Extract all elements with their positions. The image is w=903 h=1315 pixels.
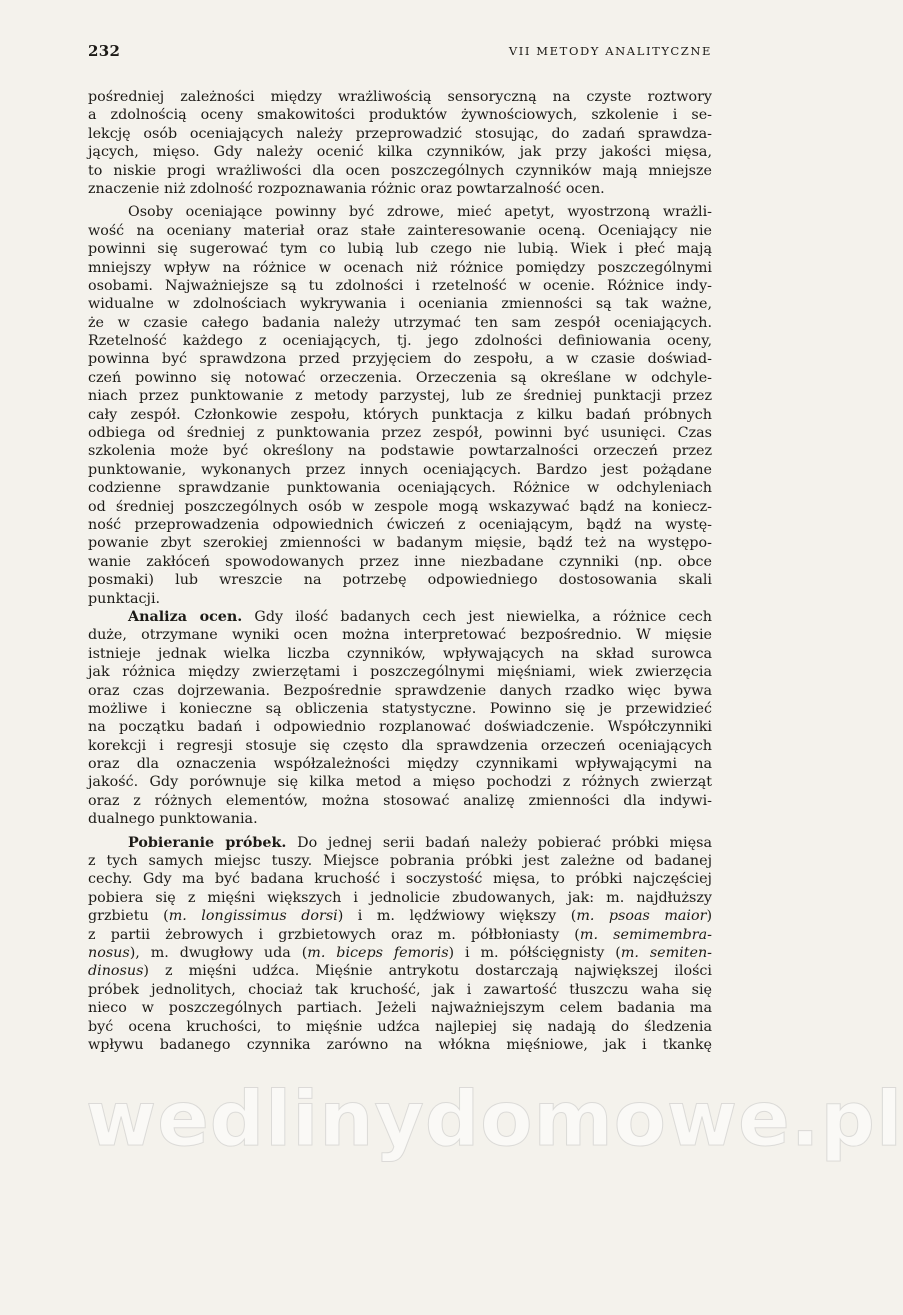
page-number: 232 (88, 42, 121, 60)
text-line: dinosus) z mięśni udźca. Mięśnie antrykotu dostarczają największej ilości (88, 963, 712, 980)
paragraph-pobieranie-probek (88, 834, 712, 1055)
text-line: próbek jednolitych, chociaż tak kruchość, jak i zawartość tłuszczu waha się (88, 981, 712, 998)
running-head: VII METODY ANALITYCZNE (508, 44, 712, 58)
text-line: cechy. Gdy ma być badana kruchość i soczystość mięsa, to próbki najczęściej (88, 871, 712, 888)
text-line: pobiera się z mięśni większych i jednolicie zbudowanych, jak: m. najdłuższy (88, 889, 712, 906)
text-line-content: Do jednej serii badań należy pobierać próbki mięsa (286, 834, 712, 851)
text-line: powinni się sugerować tym co lubią lub czego nie lubią. Wiek i płeć mają (88, 241, 712, 258)
text-line: jak różnica między zwierzętami i poszczególnymi mięśniami, wiek zwierzęcia (88, 664, 712, 681)
section-heading: Pobieranie próbek. (128, 834, 287, 851)
text-line: możliwe i konieczne są obliczenia statystyczne. Powinno się je przewidzieć (88, 700, 712, 717)
text-line: znaczenie niż zdolność rozpoznawania różnic oraz powtarzalność ocen. (88, 180, 605, 197)
body-text (88, 88, 712, 1054)
text-line: powanie zbyt szerokiej zmienności w badanym mięsie, bądź też na występo- (88, 535, 712, 552)
text-line: z partii żebrowych i grzbietowych oraz m. półbłoniasty (m. semimembra- (88, 926, 712, 943)
text-line: od średniej poszczególnych osób w zespole mogą wskazywać bądź na koniecz- (88, 498, 712, 515)
paragraph-1 (88, 88, 712, 198)
text-line: niach przez punktowanie z metody parzystej, lub ze średniej punktacji przez (88, 388, 712, 405)
text-line: wpływu badanego czynnika zarówno na włókna mięśniowe, jak i tkankę (88, 1036, 712, 1053)
text-line: oraz z różnych elementów, można stosować analizę zmienności dla indywi- (88, 792, 712, 809)
text-line: posmaki) lub wreszcie na potrzebę odpowiedniego dostosowania skali (88, 572, 712, 589)
text-line (88, 608, 712, 626)
text-line: Osoby oceniające powinny być zdrowe, mieć apetyt, wyostrzoną wrażli- (128, 204, 712, 221)
text-line: że w czasie całego badania należy utrzymać ten sam zespół oceniających. (88, 314, 712, 331)
text-line: Rzetelność każdego z oceniających, tj. jego zdolności definiowania oceny, (88, 333, 712, 350)
text-line: osobami. Najważniejsze są tu zdolności i rzetelność w ocenie. Różnice indy- (88, 277, 712, 294)
text-line: czeń powinno się notować orzeczenia. Orzeczenia są określane w odchyle- (88, 369, 712, 386)
text-line: powinna być sprawdzona przed przyjęciem do zespołu, a w czasie doświad- (88, 351, 712, 368)
text-line: oraz dla oznaczenia współzależności między czynnikami wpływającymi na (88, 756, 712, 773)
text-line: widualne w zdolnościach wykrywania i oceniania zmienności są tak ważne, (88, 296, 712, 313)
text-line: jakość. Gdy porównuje się kilka metod a mięso pochodzi z różnych zwierząt (88, 774, 712, 791)
text-line: korekcji i regresji stosuje się często dla sprawdzenia orzeczeń oceniających (88, 737, 712, 754)
paragraph-analiza-ocen (88, 608, 712, 829)
text-line: grzbietu (m. longissimus dorsi) i m. lędźwiowy większy (m. psoas maior) (88, 908, 713, 925)
text-line: jących, mięso. Gdy należy ocenić kilka czynników, jak przy jakości mięsa, (88, 144, 712, 161)
section-heading: Analiza ocen. (128, 608, 243, 625)
text-line: lekcję osób oceniających należy przeprowadzić stosując, do zadań sprawdza- (88, 125, 712, 142)
text-line: pośredniej zależności między wrażliwością sensoryczną na czyste roztwory (88, 89, 712, 105)
text-line: a zdolnością oceny smakowitości produktów żywnościowych, szkolenie i se- (88, 107, 712, 124)
text-line: oraz czas dojrzewania. Bezpośrednie sprawdzenie danych rzadko więc bywa (88, 682, 712, 699)
text-line: szkolenia może być określony na podstawie powtarzalności orzeczeń przez (88, 443, 712, 460)
text-line: punktacji. (88, 590, 161, 607)
text-line: duże, otrzymane wyniki ocen można interpretować bezpośrednio. W mięsie (88, 627, 712, 644)
text-line: wanie zakłóceń spowodowanych przez inne niezbadane czynniki (np. obce (88, 553, 712, 570)
text-line: wość na oceniany materiał oraz stałe zainteresowanie oceną. Oceniający nie (88, 222, 712, 239)
text-line: istnieje jednak wielka liczba czynników, wpływających na skład surowca (88, 645, 712, 662)
text-line: z tych samych miejsc tuszy. Miejsce pobrania próbki jest zależne od badanej (88, 853, 712, 870)
text-line (88, 834, 712, 852)
text-line: nieco w poszczególnych partiach. Jeżeli najważniejszym celem badania ma (88, 1000, 712, 1017)
text-line: nosus), m. dwugłowy uda (m. biceps femoris) i m. półścięgnisty (m. semiten- (88, 944, 712, 961)
paragraph-2 (88, 203, 712, 608)
text-line: być ocena kruchości, to mięśnie udźca najlepiej się nadają do śledzenia (88, 1018, 712, 1035)
text-line: dualnego punktowania. (88, 811, 258, 828)
text-line: mniejszy wpływ na różnice w ocenach niż różnice pomiędzy poszczególnymi (88, 259, 712, 276)
text-line-content: Gdy ilość badanych cech jest niewielka, a różnice cech (242, 608, 712, 625)
site-watermark: wedlinydomowe.pl (86, 1074, 903, 1163)
text-line: to niskie progi wrażliwości dla ocen poszczególnych czynników mają mniejsze (88, 162, 712, 179)
text-line: odbiega od średniej z punktowania przez zespół, powinni być usunięci. Czas (88, 425, 712, 442)
text-line: codzienne sprawdzanie punktowania oceniających. Różnice w odchyleniach (88, 480, 712, 497)
text-line: ność przeprowadzenia odpowiednich ćwiczeń z oceniającym, bądź na wystę- (88, 516, 712, 533)
text-line: na początku badań i odpowiednio rozplanować doświadczenie. Współczynniki (88, 719, 712, 736)
text-line: punktowanie, wykonanych przez innych oceniających. Bardzo jest pożądane (88, 461, 712, 478)
page-header (88, 42, 712, 64)
text-line: cały zespół. Członkowie zespołu, których punktacja z kilku badań próbnych (88, 406, 712, 423)
